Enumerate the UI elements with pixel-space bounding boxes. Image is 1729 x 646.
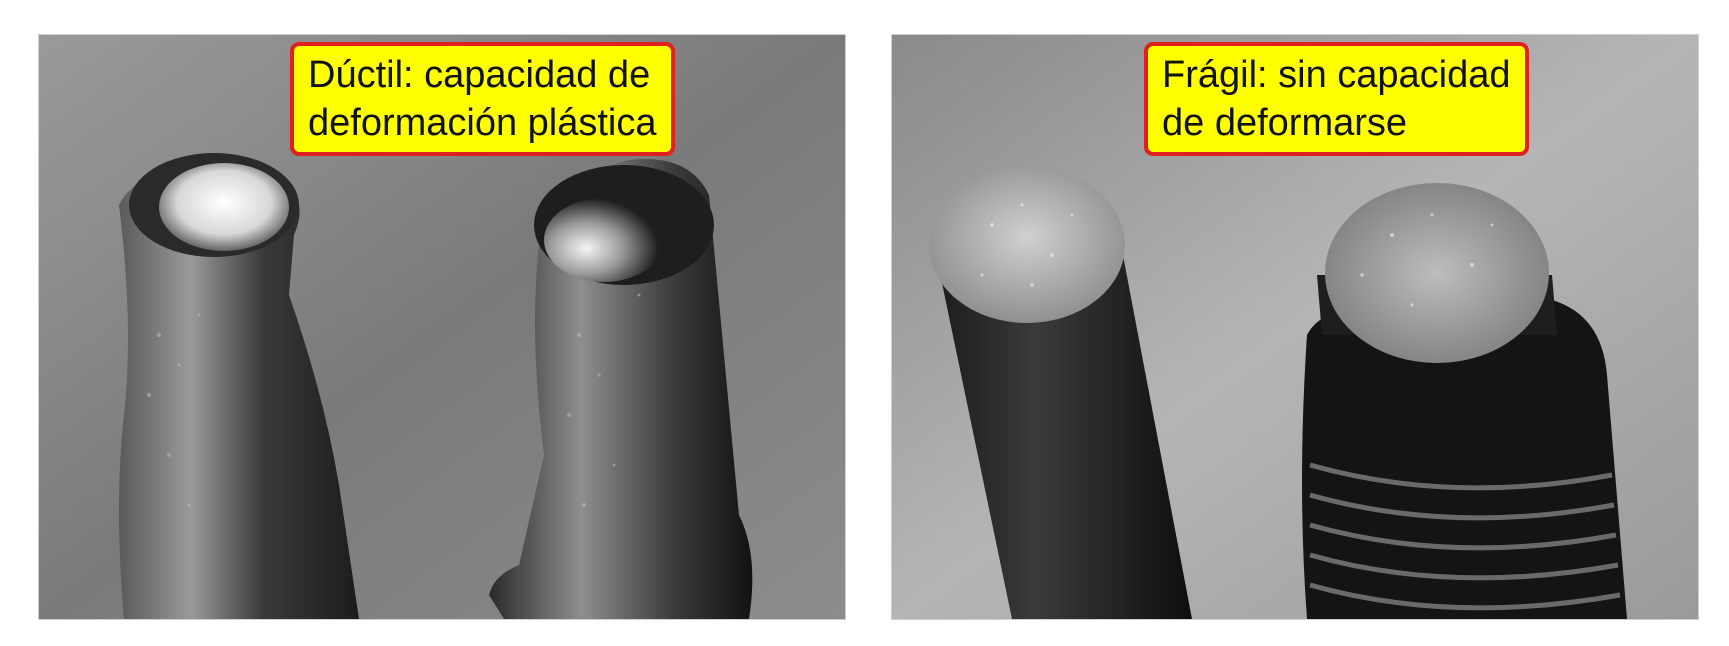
ductile-cup-right [544,198,664,282]
brittle-label [1144,42,1529,156]
ductile-cup-left [159,163,289,251]
ductile-label-line-2: deformación plástica [308,102,657,144]
brittle-face-left [929,167,1125,323]
brittle-label-line-1: Frágil: sin capacidad [1162,54,1511,96]
ductile-label [290,42,675,156]
brittle-label-line-2: de deformarse [1162,102,1408,144]
brittle-face-right [1325,183,1549,363]
ductile-label-line-1: Dúctil: capacidad de [308,54,651,96]
